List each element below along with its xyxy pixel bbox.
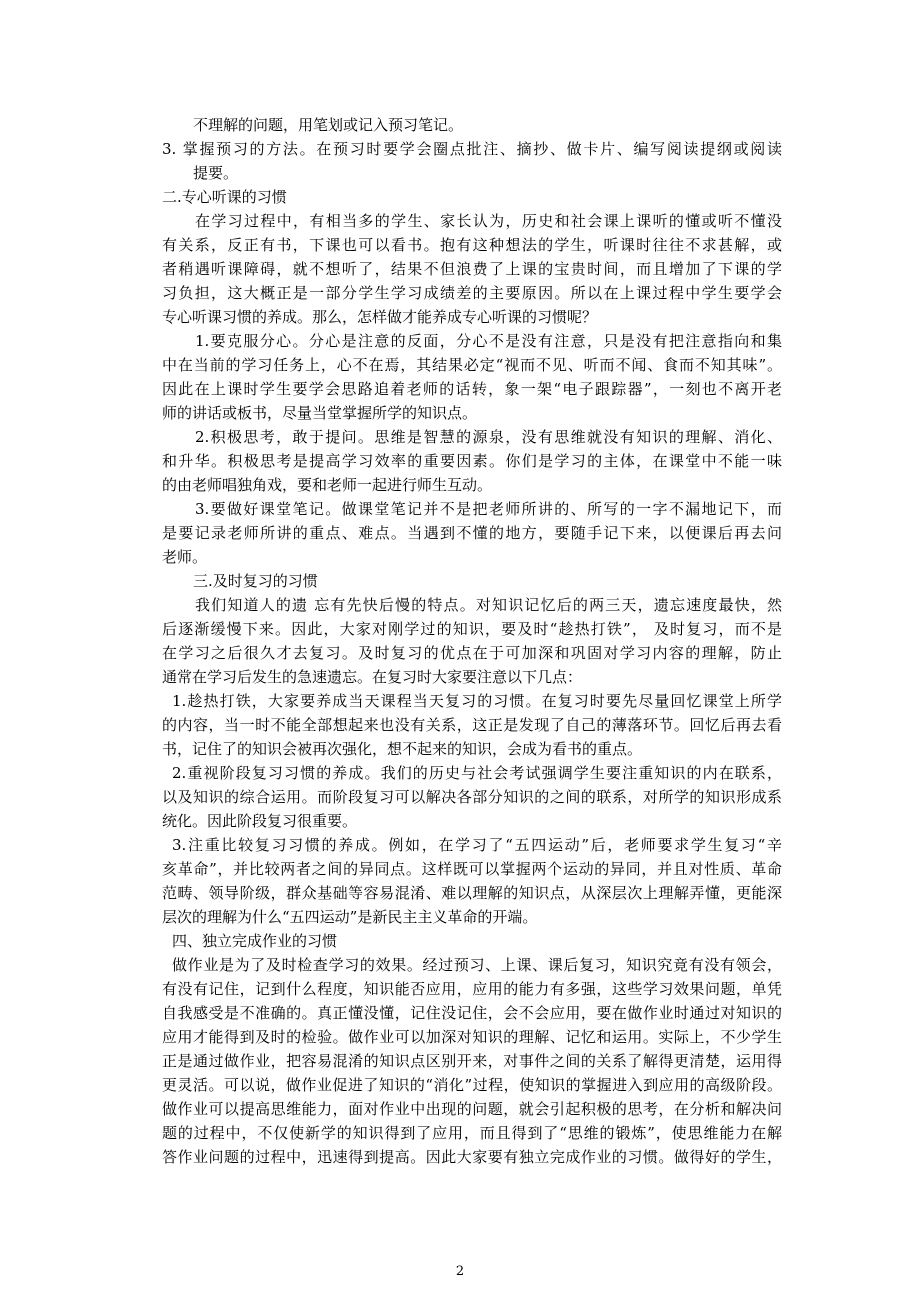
text-line: 答作业问题的过程中，迅速得到提高。因此大家要有独立完成作业的习惯。做得好的学生，: [162, 1148, 782, 1166]
section-heading: 三.及时复习的习惯: [193, 572, 318, 590]
text-line: 通常在学习后发生的急速遗忘。在复习时大家要注意以下几点：: [162, 668, 583, 686]
text-line: 因此在上课时学生要学会思路追着老师的话转，象一架“电子跟踪器”，一刻也不离开老: [162, 380, 782, 398]
text-line: 有没有记住，记到什么程度，知识能否应用，应用的能力有多强，这些学习效果问题，单凭: [162, 980, 782, 998]
text-line: 老师。: [162, 548, 208, 566]
paragraph-first-line: 2.重视阶段复习习惯的养成。我们的历史与社会考试强调学生要注重知识的内在联系，: [172, 764, 782, 782]
section-heading: 四、独立完成作业的习惯: [172, 932, 338, 950]
text-line: 者稍遇听课障碍，就不想听了，结果不但浪费了上课的宝贵时间，而且增加了下课的学: [162, 260, 782, 278]
text-line: 习负担，这大概正是一部分学生学习成绩差的主要原因。所以在上课过程中学生要学会: [162, 284, 782, 302]
text-line: 专心听课习惯的养成。那么，怎样做才能养成专心听课的习惯呢？: [162, 308, 598, 326]
text-line: 题的过程中，不仅使新学的知识得到了应用，而且得到了“思维的锻炼”，使思维能力在解: [162, 1124, 782, 1142]
paragraph-first-line: 2.积极思考，敢于提问。思维是智慧的源泉，没有思维就没有知识的理解、消化、: [195, 428, 782, 446]
list-item-line: 3. 掌握预习的方法。在预习时要学会圈点批注、摘抄、做卡片、编写阅读提纲或阅读: [162, 140, 782, 158]
paragraph-first-line: 3.注重比较复习习惯的养成。例如，在学习了“五四运动”后，老师要求学生复习“辛: [172, 836, 782, 854]
text-line: 的由老师唱独角戏，要和老师一起进行师生互动。: [162, 476, 493, 494]
text-line: 以及知识的综合运用。而阶段复习可以解决各部分知识的之间的联系，对所学的知识形成系: [162, 788, 782, 806]
text-line: 更灵活。可以说，做作业促进了知识的“消化”过程，使知识的掌握进入到应用的高级阶段。: [162, 1076, 782, 1094]
text-line: 层次的理解为什么“五四运动”是新民主主义革命的开端。: [162, 908, 538, 926]
text-line: 是要记录老师所讲的重点、难点。当遇到不懂的地方，要随手记下来，以便课后再去问: [162, 524, 782, 542]
paragraph-first-line: 1.趁热打铁，大家要养成当天课程当天复习的习惯。在复习时要先尽量回忆课堂上所学: [172, 692, 782, 710]
text-line: 不理解的问题，用笔划或记入预习笔记。: [193, 116, 464, 134]
text-line: 做作业可以提高思维能力，面对作业中出现的问题，就会引起积极的思考，在分析和解决问: [162, 1100, 782, 1118]
text-line: 在学习之后很久才去复习。及时复习的优点在于可加深和巩固对学习内容的理解，防止: [162, 644, 782, 662]
page-number: 2: [455, 1264, 465, 1279]
text-line: 自我感受是不准确的。真正懂没懂，记住没记住，会不会应用，要在做作业时通过对知识的: [162, 1004, 782, 1022]
text-line: 有关系，反正有书，下课也可以看书。抱有这种想法的学生，听课时往往不求甚解，或: [162, 236, 782, 254]
text-line: 中在当前的学习任务上，心不在焉，其结果必定“视而不见、听而不闻、食而不知其味”。: [162, 356, 782, 374]
paragraph-first-line: 在学习过程中，有相当多的学生、家长认为，历史和社会课上课听的懂或听不懂没: [195, 212, 782, 230]
text-line: 师的讲话或板书，尽量当堂掌握所学的知识点。: [162, 404, 478, 422]
text-line: 的内容，当一时不能全部想起来也没有关系，这正是发现了自己的薄落环节。回忆后再去看: [162, 716, 782, 734]
text-line: 范畴、领导阶级，群众基础等容易混淆、难以理解的知识点，从深层次上理解弄懂，更能深: [162, 884, 782, 902]
section-heading: 二.专心听课的习惯: [162, 188, 287, 206]
text-line: 提要。: [193, 164, 239, 182]
paragraph-first-line: 3.要做好课堂笔记。做课堂笔记并不是把老师所讲的、所写的一字不漏地记下，而: [195, 500, 782, 518]
paragraph-first-line: 我们知道人的遗 忘有先快后慢的特点。对知识记忆后的两三天，遗忘速度最快，然: [195, 596, 782, 614]
text-line: 和升华。积极思考是提高学习效率的重要因素。你们是学习的主体，在课堂中不能一味: [162, 452, 782, 470]
text-line: 亥革命”，并比较两者之间的异同点。这样既可以掌握两个运动的异同，并且对性质、革命: [162, 860, 782, 878]
text-line: 统化。因此阶段复习很重要。: [162, 812, 358, 830]
text-line: 正是通过做作业，把容易混淆的知识点区别开来，对事件之间的关系了解得更清楚，运用得: [162, 1052, 782, 1070]
text-line: 后逐渐缓慢下来。因此，大家对刚学过的知识，要及时“趁热打铁”， 及时复习，而不是: [162, 620, 782, 638]
paragraph-first-line: 1.要克服分心。分心是注意的反面，分心不是没有注意，只是没有把注意指向和集: [195, 332, 782, 350]
text-line: 书，记住了的知识会被再次强化，想不起来的知识，会成为看书的重点。: [162, 740, 643, 758]
paragraph-first-line: 做作业是为了及时检查学习的效果。经过预习、上课、课后复习，知识究竟有没有领会，: [172, 956, 782, 974]
text-line: 应用才能得到及时的检验。做作业可以加深对知识的理解、记忆和运用。实际上，不少学生: [162, 1028, 782, 1046]
